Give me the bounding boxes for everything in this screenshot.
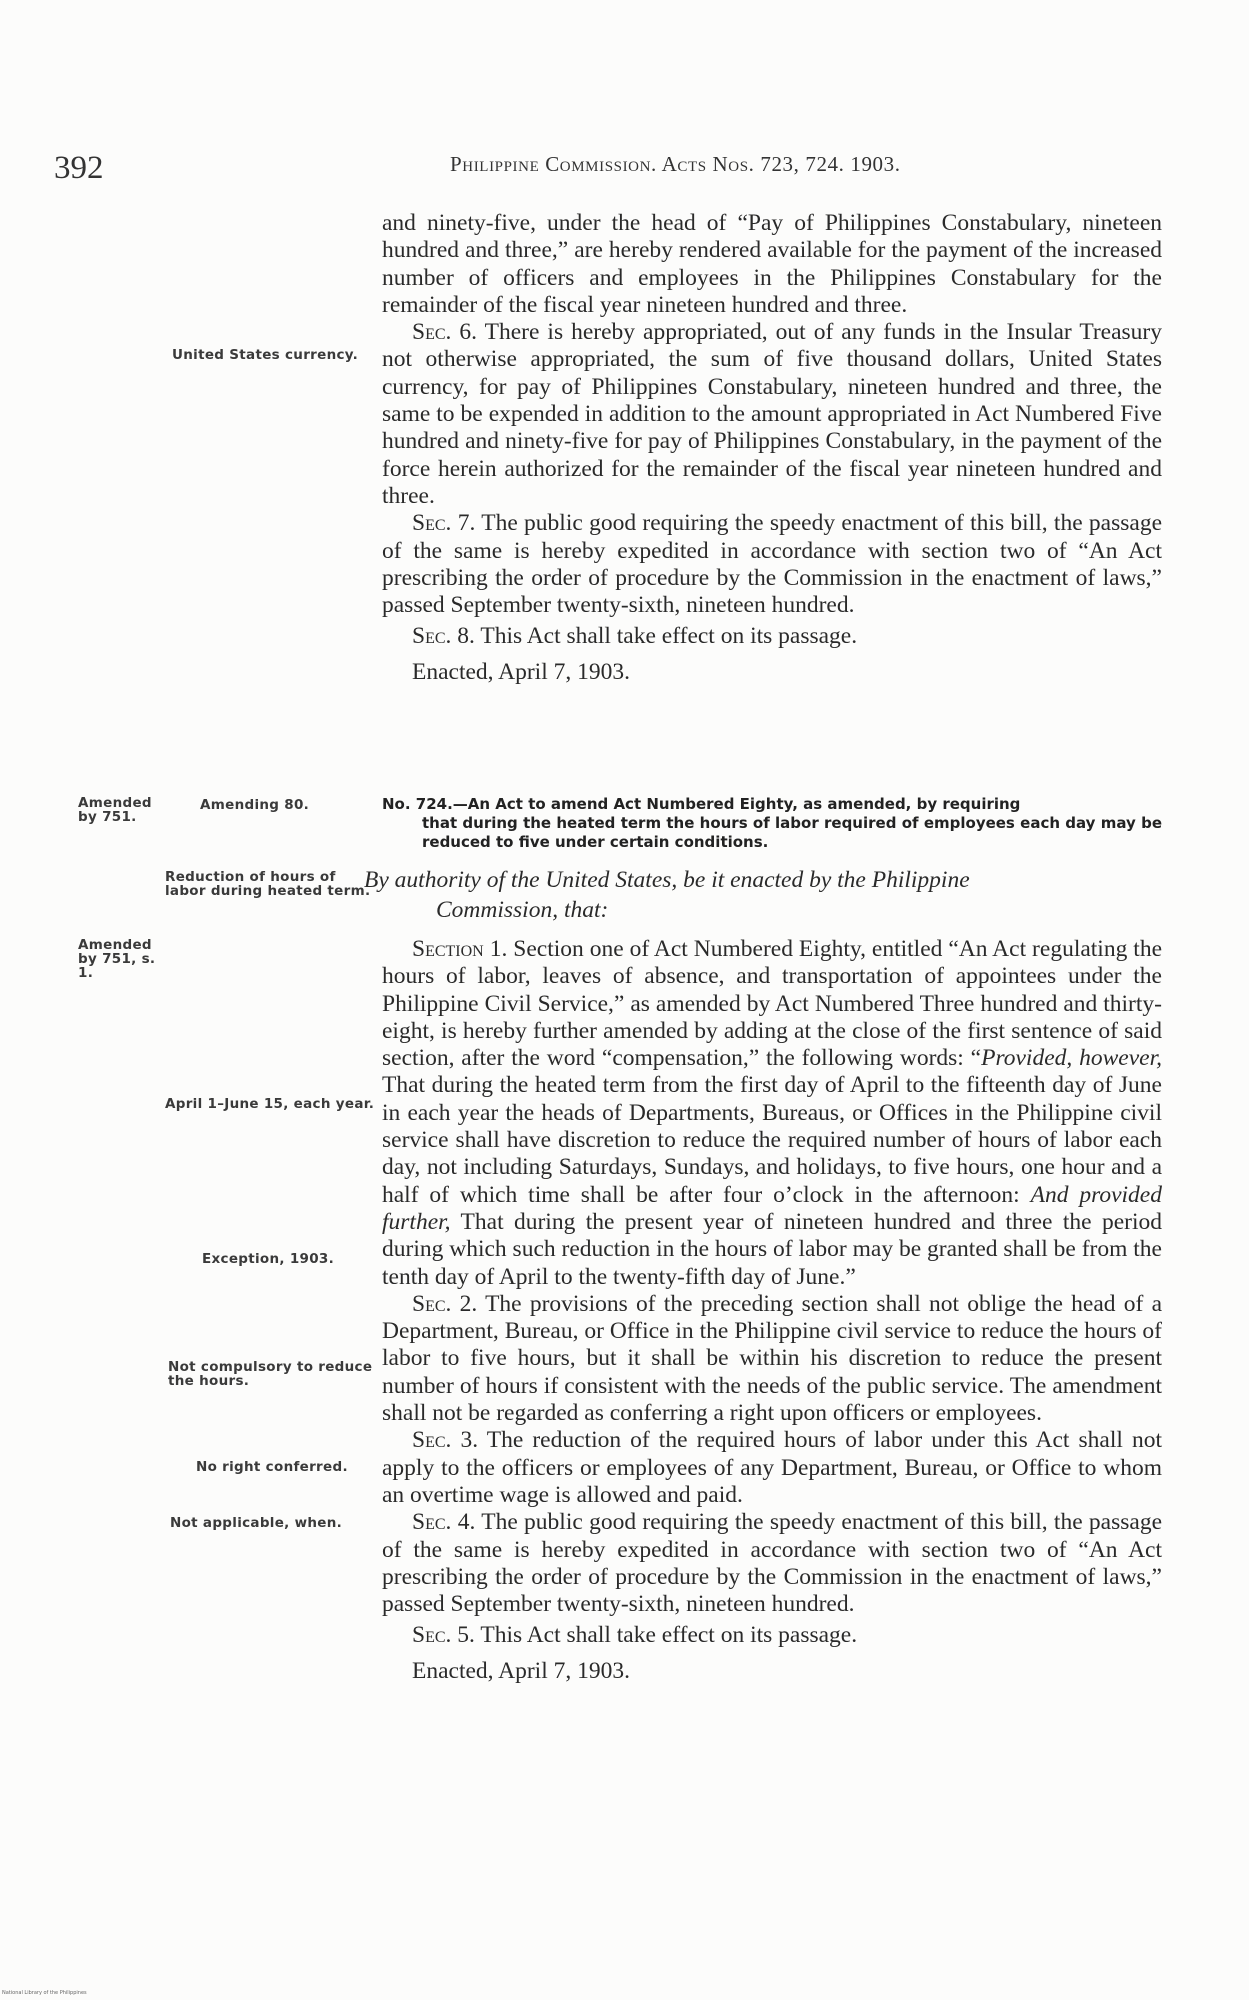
section-label: Sec. 7.	[412, 510, 476, 537]
section-label: Sec. 2.	[412, 1290, 478, 1317]
proviso-further: And provided further,	[382, 1181, 1162, 1235]
section-text: Section one of Act Numbered Eighty, entitled “An Act regulating the hours of labor, leaves of absence, and transportation of appointees under the Philippine Civil Service,” as amended by Act Numbered Three hundred and thirty-eight, is hereby further amended by adding at the close of the first sentence of said section, after the word “compensation,” the following words: “	[382, 936, 1163, 1072]
act-723-continuation: and ninety-five, under the head of “Pay of Philippines Constabulary, nineteen hundred and three,” are hereby rendered available for the payment of the increased number of officers and employees in the Philippines Constabulary for the remainder of the fiscal year nineteen hundred and three.	[382, 210, 1162, 318]
running-head: Philippine Commission. Acts Nos. 723, 724. 1903.	[450, 152, 901, 176]
section-text: The reduction of the required hours of labor under this Act shall not apply to the officers or employees of any Department, Bureau, or Office to whom an overtime wage is allowed and paid.	[382, 1427, 1163, 1508]
page-number: 392	[54, 150, 104, 186]
section-label: Sec. 3.	[412, 1427, 479, 1454]
act-724-section-1	[382, 936, 1162, 1291]
act-724-section-5	[382, 1622, 1162, 1649]
act-724-enacted: Enacted, April 7, 1903.	[412, 1657, 630, 1684]
section-label: Sec. 4.	[412, 1509, 476, 1536]
section-text: This Act shall take effect on its passage.	[480, 1622, 858, 1649]
section-label: Section 1.	[412, 936, 508, 962]
section-text: The provisions of the preceding section shall not oblige the head of a Department, Bureau, or Office in the Philippine civil service to reduce the hours of labor to five hours, but it shall be within his discretion to reduce the present number of hours if consistent with the needs of the public service. The amendment shall not be regarded as conferring a right upon officers or employees.	[382, 1290, 1163, 1427]
section-text-continued: That during the heated term from the first day of April to the fifteenth day of June in each year the heads of Departments, Bureaus, or Offices in the Philippine civil service shall have discretion to reduce the required number of hours of labor each day, not including Saturdays, Sundays, and holidays, to five hours, one hour and a half of which time shall be after four o’clock in the afternoon:	[382, 1072, 1162, 1208]
margin-note-amending-80: Amending 80.	[200, 797, 310, 813]
enacting-clause	[364, 865, 1164, 925]
margin-note-amended-751: Amended by 751.	[78, 795, 152, 825]
margin-note-no-right: No right conferred.	[196, 1459, 348, 1475]
scan-credit: National Library of the Philippines	[2, 1990, 87, 1996]
margin-note-not-applicable: Not applicable, when.	[170, 1515, 343, 1531]
margin-note-reduction-hours: Reduction of hours of labor during heated term.	[165, 869, 371, 899]
section-label: Sec. 5.	[412, 1622, 475, 1649]
act-title-continuation: that during the heated term the hours of labor required of employees each day may be reduced to five under certain conditions.	[422, 814, 1162, 851]
act-724-text	[382, 936, 1162, 1685]
act-723-enacted: Enacted, April 7, 1903.	[412, 658, 630, 685]
act-title-first-line: No. 724.—An Act to amend Act Numbered Eighty, as amended, by requiring	[382, 795, 1021, 813]
proviso-provided: Provided, however,	[981, 1045, 1162, 1072]
act-724-section-3	[382, 1427, 1162, 1509]
section-label: Sec. 8.	[412, 623, 475, 650]
margin-note-april-june: April 1–June 15, each year.	[165, 1096, 375, 1112]
act-723-section-8	[382, 623, 1162, 650]
section-text: The public good requiring the speedy enactment of this bill, the passage of the same is hereby expedited in accordance with section two of “An Act prescribing the order of procedure by the Commission in the enactment of laws,” passed September twenty-sixth, nineteen hundred.	[382, 1509, 1163, 1618]
act-723-section-7	[382, 510, 1162, 619]
act-724-section-4	[382, 1509, 1162, 1618]
section-text: There is hereby appropriated, out of any funds in the Insular Treasury not otherwise appropriated, the sum of five thousand dollars, United States currency, for pay of Philippines Constabulary, nineteen hundred and three, the same to be expended in addition to the amount appropriated in Act Numbered Five hundred and ninety-five for pay of Philippines Constabulary, in the payment of the force herein authorized for the remainder of the fiscal year nineteen hundred and three.	[382, 319, 1163, 509]
margin-note-not-compulsory: Not compulsory to reduce the hours.	[168, 1359, 373, 1389]
section-text: The public good requiring the speedy enactment of this bill, the passage of the same is hereby expedited in accordance with section two of “An Act prescribing the order of procedure by the Commission in the enactment of laws,” passed September twenty-sixth, nineteen hundred.	[382, 510, 1163, 619]
enacting-clause-line-2: Commission, that:	[436, 897, 609, 923]
enacting-clause-line-1: By authority of the United States, be it enacted by the Philippine	[364, 867, 970, 893]
section-text-end: That during the present year of nineteen hundred and three the period during which such reduction in the hours of labor may be granted shall be from the tenth day of April to the twenty-fifth day of June.”	[382, 1208, 1163, 1290]
margin-note-amended-751-s1: Amended by 751, s. 1.	[78, 937, 156, 981]
act-724-section-2	[382, 1291, 1162, 1427]
section-label: Sec. 6.	[412, 319, 478, 346]
act-723-section-6	[382, 319, 1162, 510]
act-723-text	[382, 210, 1162, 686]
section-text: This Act shall take effect on its passage.	[480, 623, 858, 650]
act-724-title	[382, 795, 1162, 852]
margin-note-exception-1903: Exception, 1903.	[202, 1251, 335, 1267]
margin-note-us-currency: United States currency.	[172, 347, 359, 363]
